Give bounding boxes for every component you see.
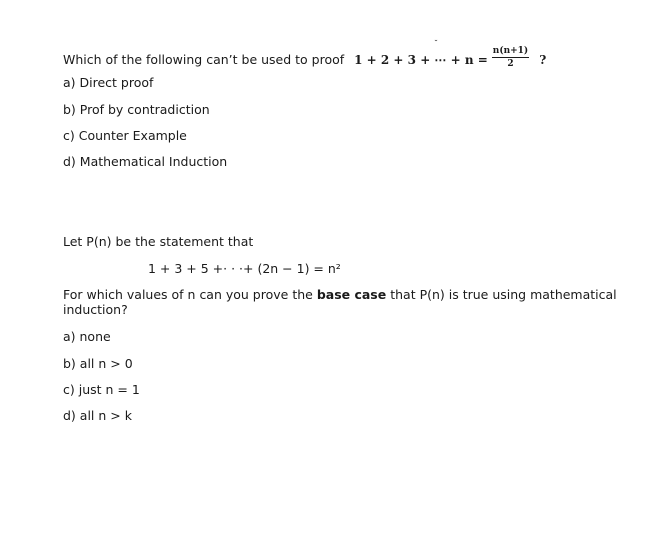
q2-intro: Let P(n) be the statement that [63, 234, 254, 249]
q1-prompt: Which of the following can’t be used to proof [63, 52, 345, 67]
q2-prompt-before: For which values of n can you prove the [63, 287, 317, 302]
breve-mark: ˘ [434, 39, 438, 48]
q1-prompt-line [63, 46, 547, 72]
q2-statement: 1 + 3 + 5 +· · ·+ (2n − 1) = n² [148, 261, 341, 276]
q2-option-d: d) all n > k [63, 408, 132, 423]
q2-option-c: c) just n = 1 [63, 382, 140, 397]
q1-fraction-denominator: 2 [507, 59, 514, 69]
q1-option-b: b) Prof by contradiction [63, 102, 210, 117]
q2-prompt-after: that P(n) is true using mathematical induction? [63, 287, 617, 317]
q1-option-c: c) Counter Example [63, 128, 187, 143]
q1-option-d: d) Mathematical Induction [63, 154, 228, 169]
q1-question-mark: ? [539, 53, 547, 67]
q2-option-a: a) none [63, 329, 111, 344]
q2-prompt [63, 287, 633, 317]
q1-series: 1 + 2 + 3 + ⋯ + n = [354, 53, 488, 67]
q2-prompt-bold: base case [316, 287, 387, 302]
q1-fraction-numerator: n(n+1) [492, 46, 529, 56]
q2-option-b: b) all n > 0 [63, 356, 133, 371]
q1-option-a: a) Direct proof [63, 75, 154, 90]
q1-fraction [492, 46, 529, 69]
